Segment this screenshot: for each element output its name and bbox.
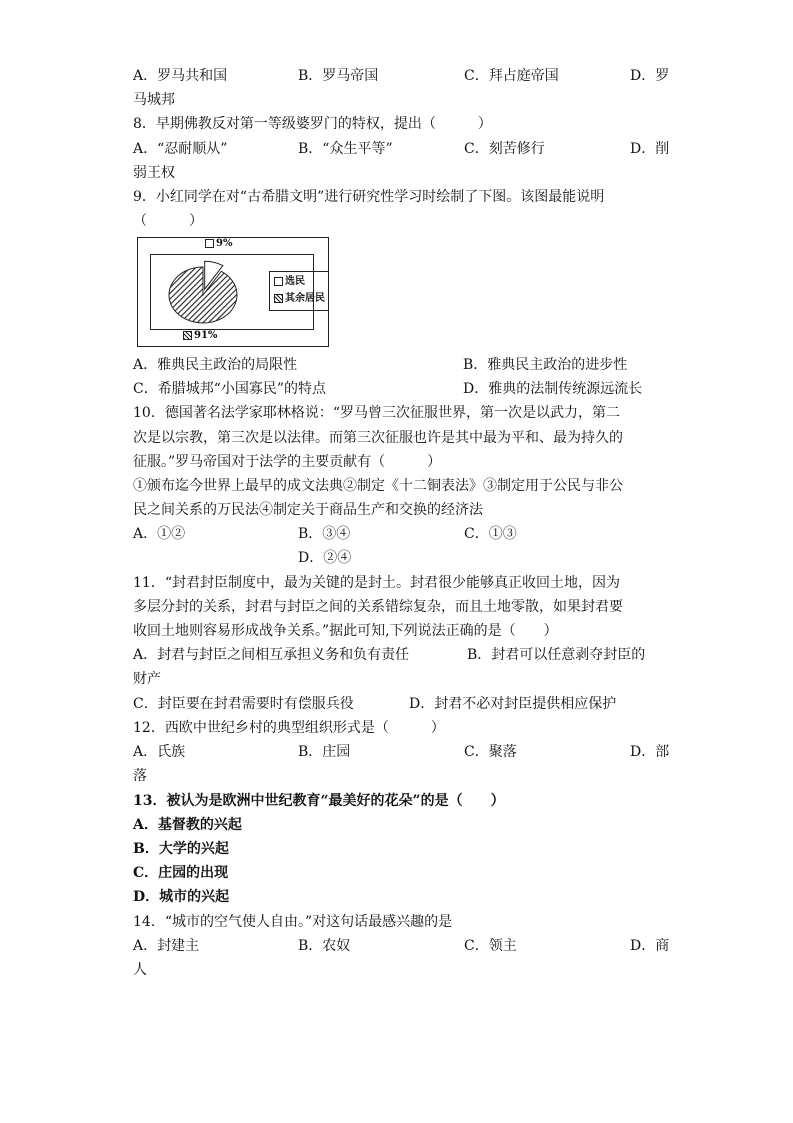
q7-option-a: A．罗马共和国 bbox=[133, 68, 228, 84]
q7-option-c: C．拜占庭帝国 bbox=[464, 68, 559, 84]
q10-options bbox=[0, 524, 793, 546]
q12-option-c: C．聚落 bbox=[464, 744, 517, 760]
q10-stem-line2: 次是以宗教，第三次是以法律。而第三次征服也许是其中最为平和、最为持久的 bbox=[133, 430, 623, 446]
q9-option-d: D．雅典的法制传统源远流长 bbox=[463, 381, 643, 397]
chart-legend bbox=[269, 271, 329, 311]
q9-option-a: A．雅典民主政治的局限性 bbox=[133, 357, 298, 373]
q14-options bbox=[0, 936, 793, 958]
q7-option-d-continued: 马城邦 bbox=[133, 92, 175, 108]
q9-stem-line1: 9．小红同学在对“古希腊文明”进行研究性学习时绘制了下图。该图最能说明 bbox=[133, 189, 605, 205]
q14-stem: 14．“城市的空气使人自由。”对这句话最感兴趣的是 bbox=[133, 914, 453, 930]
q11-stem-line1: 11．“封君封臣制度中，最为关键的是封土。封君很少能够真正收回土地，因为 bbox=[133, 575, 620, 591]
q8-options bbox=[0, 139, 793, 161]
q12-option-b: B．庄园 bbox=[298, 744, 351, 760]
q14-option-d-continued: 人 bbox=[133, 962, 147, 978]
q8-option-a: A．“忍耐顺从” bbox=[133, 141, 228, 157]
q11-options-row1 bbox=[0, 645, 793, 667]
q12-options bbox=[0, 742, 793, 764]
q8-option-d: D．削 bbox=[630, 141, 670, 157]
q10-option-b: B．③④ bbox=[298, 526, 351, 542]
q8-option-b: B．“众生平等” bbox=[298, 141, 393, 157]
q11-stem-line2: 多层分封的关系，封君与封臣之间的关系错综复杂，而且土地零散，如果封君要 bbox=[133, 599, 623, 615]
q10-option-a: A．①② bbox=[133, 526, 186, 542]
data-label-other-residents-text: 91% bbox=[194, 330, 218, 341]
legend-label-voters: 选民 bbox=[285, 276, 305, 287]
q14-option-c: C．领主 bbox=[464, 938, 517, 954]
data-label-swatch-other-residents bbox=[183, 331, 192, 340]
pie-chart-inner-box bbox=[150, 254, 325, 330]
q10-stem-line3: 征服。”罗马帝国对于法学的主要贡献有（ ） bbox=[133, 454, 442, 470]
data-label-voters bbox=[205, 238, 232, 249]
q11-option-c: C．封臣要在封君需要时有偿服兵役 bbox=[133, 696, 354, 712]
pie-chart-figure bbox=[137, 237, 329, 347]
q12-option-a: A．氏族 bbox=[133, 744, 186, 760]
pie-slice-other-residents bbox=[169, 267, 237, 323]
q11-option-b-continued: 财产 bbox=[133, 671, 161, 687]
q10-items-line2: 民之间关系的万民法④制定关于商品生产和交换的经济法 bbox=[133, 502, 483, 518]
legend-swatch-voters bbox=[274, 277, 283, 286]
data-label-voters-text: 9% bbox=[216, 238, 233, 249]
q10-stem-line1: 10．德国著名法学家耶林格说：“罗马曾三次征服世界，第一次是以武力，第二 bbox=[133, 405, 620, 421]
q13-option-d: D．城市的兴起 bbox=[133, 889, 230, 905]
q9-options-row2 bbox=[0, 379, 793, 401]
q7-option-d: D．罗 bbox=[630, 68, 670, 84]
q12-stem: 12．西欧中世纪乡村的典型组织形式是（ ） bbox=[133, 720, 445, 736]
q9-options-row1 bbox=[0, 355, 793, 377]
legend-label-other-residents: 其余居民 bbox=[285, 293, 325, 304]
q9-stem-line2: （ ） bbox=[133, 213, 203, 229]
q8-option-d-continued: 弱王权 bbox=[133, 165, 175, 181]
q11-option-a: A．封君与封臣之间相互承担义务和负有责任 bbox=[133, 647, 410, 663]
q12-option-d: D．部 bbox=[630, 744, 670, 760]
q8-stem: 8．早期佛教反对第一等级婆罗门的特权，提出（ ） bbox=[133, 116, 492, 132]
q10-option-c: C．①③ bbox=[464, 526, 517, 542]
q11-option-d: D．封君不必对封臣提供相应保护 bbox=[409, 696, 617, 712]
q11-option-b: B．封君可以任意剥夺封臣的 bbox=[467, 647, 646, 663]
q10-items-line1: ①颁布迄今世界上最早的成文法典②制定《十二铜表法》③制定用于公民与非公 bbox=[133, 478, 623, 494]
q13-stem: 13．被认为是欧洲中世纪教育“最美好的花朵”的是（ ） bbox=[133, 793, 505, 809]
q11-stem-line3: 收回土地则容易形成战争关系。”据此可知,下列说法正确的是（ ） bbox=[133, 623, 558, 639]
q9-option-c: C．希腊城邦“小国寡民”的特点 bbox=[133, 381, 327, 397]
q7-options bbox=[0, 66, 793, 88]
q14-option-a: A．封建主 bbox=[133, 938, 200, 954]
q13-option-a: A．基督教的兴起 bbox=[133, 817, 242, 833]
legend-item-other-residents bbox=[274, 292, 325, 306]
q8-option-c: C．刻苦修行 bbox=[464, 141, 545, 157]
q9-option-b: B．雅典民主政治的进步性 bbox=[463, 357, 628, 373]
pie-chart bbox=[151, 255, 251, 329]
data-label-other-residents bbox=[183, 330, 217, 341]
legend-swatch-other-residents bbox=[274, 294, 283, 303]
q12-option-d-continued: 落 bbox=[133, 768, 147, 784]
q13-option-c: C．庄园的出现 bbox=[133, 865, 229, 881]
q14-option-d: D．商 bbox=[630, 938, 670, 954]
legend-item-voters bbox=[274, 275, 305, 289]
q11-options-row2 bbox=[0, 694, 793, 716]
q10-option-d: D．②④ bbox=[298, 550, 352, 566]
q13-option-b: B．大学的兴起 bbox=[133, 841, 229, 857]
data-label-swatch-voters bbox=[205, 239, 214, 248]
q7-option-b: B．罗马帝国 bbox=[298, 68, 379, 84]
q14-option-b: B．农奴 bbox=[298, 938, 351, 954]
